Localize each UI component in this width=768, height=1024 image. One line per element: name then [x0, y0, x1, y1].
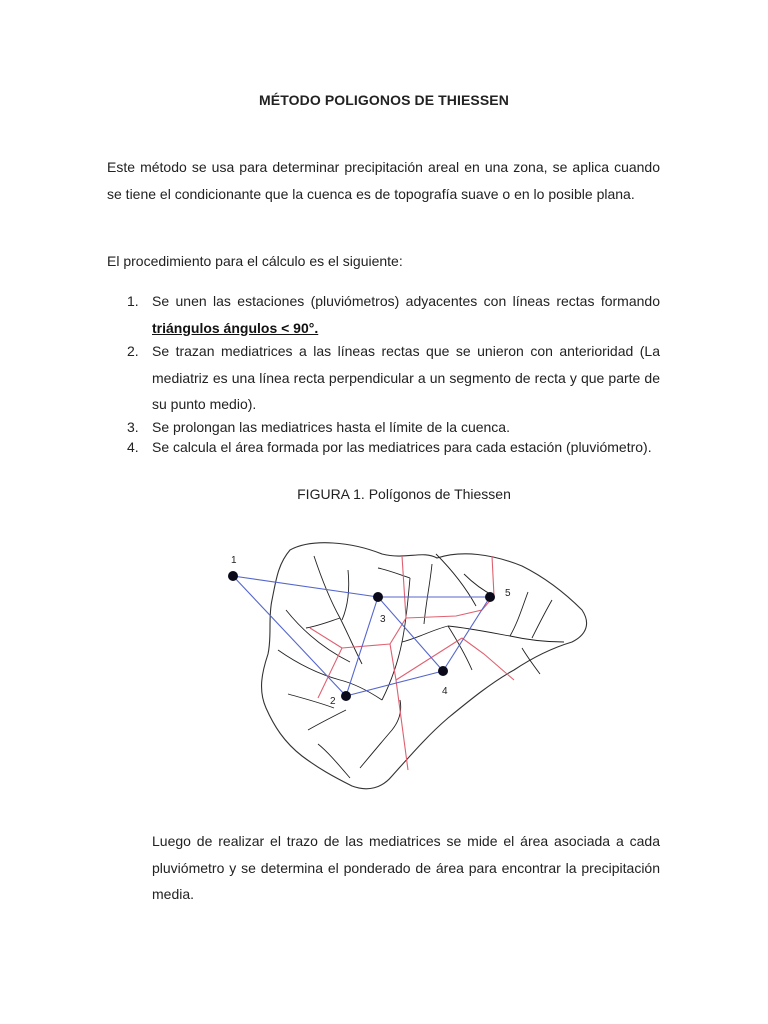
step-text: Se unen las estaciones (pluviómetros) adyacentes con líneas rectas formando — [152, 293, 660, 309]
thiessen-figure — [222, 530, 592, 800]
step-item — [107, 288, 660, 341]
figure-caption: FIGURA 1. Polígonos de Thiessen — [297, 486, 511, 502]
station-5-label: 5 — [505, 588, 511, 599]
basin-boundary — [262, 543, 587, 789]
station-5-marker — [485, 592, 495, 602]
triangulation — [233, 576, 490, 696]
station-2-label: 2 — [330, 696, 336, 707]
station-1-label: 1 — [231, 555, 237, 566]
step-emphasis: triángulos ángulos < 90°. — [152, 319, 319, 336]
station-1-marker — [228, 571, 238, 581]
station-3-marker — [373, 592, 383, 602]
conclusion-paragraph: Luego de realizar el trazo de las mediatrices se mide el área asociada a cada pluviómetro y se determina el ponderado de área para encontrar la precipitación media. — [152, 833, 660, 902]
step-number: 3. — [127, 418, 139, 435]
intro-paragraph: Este método se usa para determinar precipitación areal en una zona, se aplica cuando se tiene el condicionante que la cuenca es de topografía suave o en lo posible plana. — [107, 159, 660, 202]
step-item — [107, 434, 660, 461]
step-text: Se trazan mediatrices a las líneas rectas que se unieron con anterioridad (La mediatriz es una línea recta perpendicular a un segmento de recta y que parte de su punto medio). — [152, 343, 660, 412]
station-2-marker — [341, 691, 351, 701]
step-item — [107, 338, 660, 418]
station-4-label: 4 — [442, 686, 448, 697]
step-number: 1. — [127, 293, 139, 309]
procedure-steps — [107, 288, 660, 460]
station-3-label: 3 — [380, 614, 386, 625]
page-title: MÉTODO POLIGONOS DE THIESSEN — [259, 92, 509, 108]
step-number: 4. — [127, 438, 139, 455]
step-text: Se calcula el área formada por las mediatrices para cada estación (pluviómetro). — [152, 438, 652, 455]
step-number: 2. — [127, 343, 139, 359]
mediatrices — [310, 556, 514, 770]
step-text: Se prolongan las mediatrices hasta el límite de la cuenca. — [152, 418, 510, 435]
procedure-intro: El procedimiento para el cálculo es el siguiente: — [107, 253, 403, 269]
station-4-marker — [438, 666, 448, 676]
